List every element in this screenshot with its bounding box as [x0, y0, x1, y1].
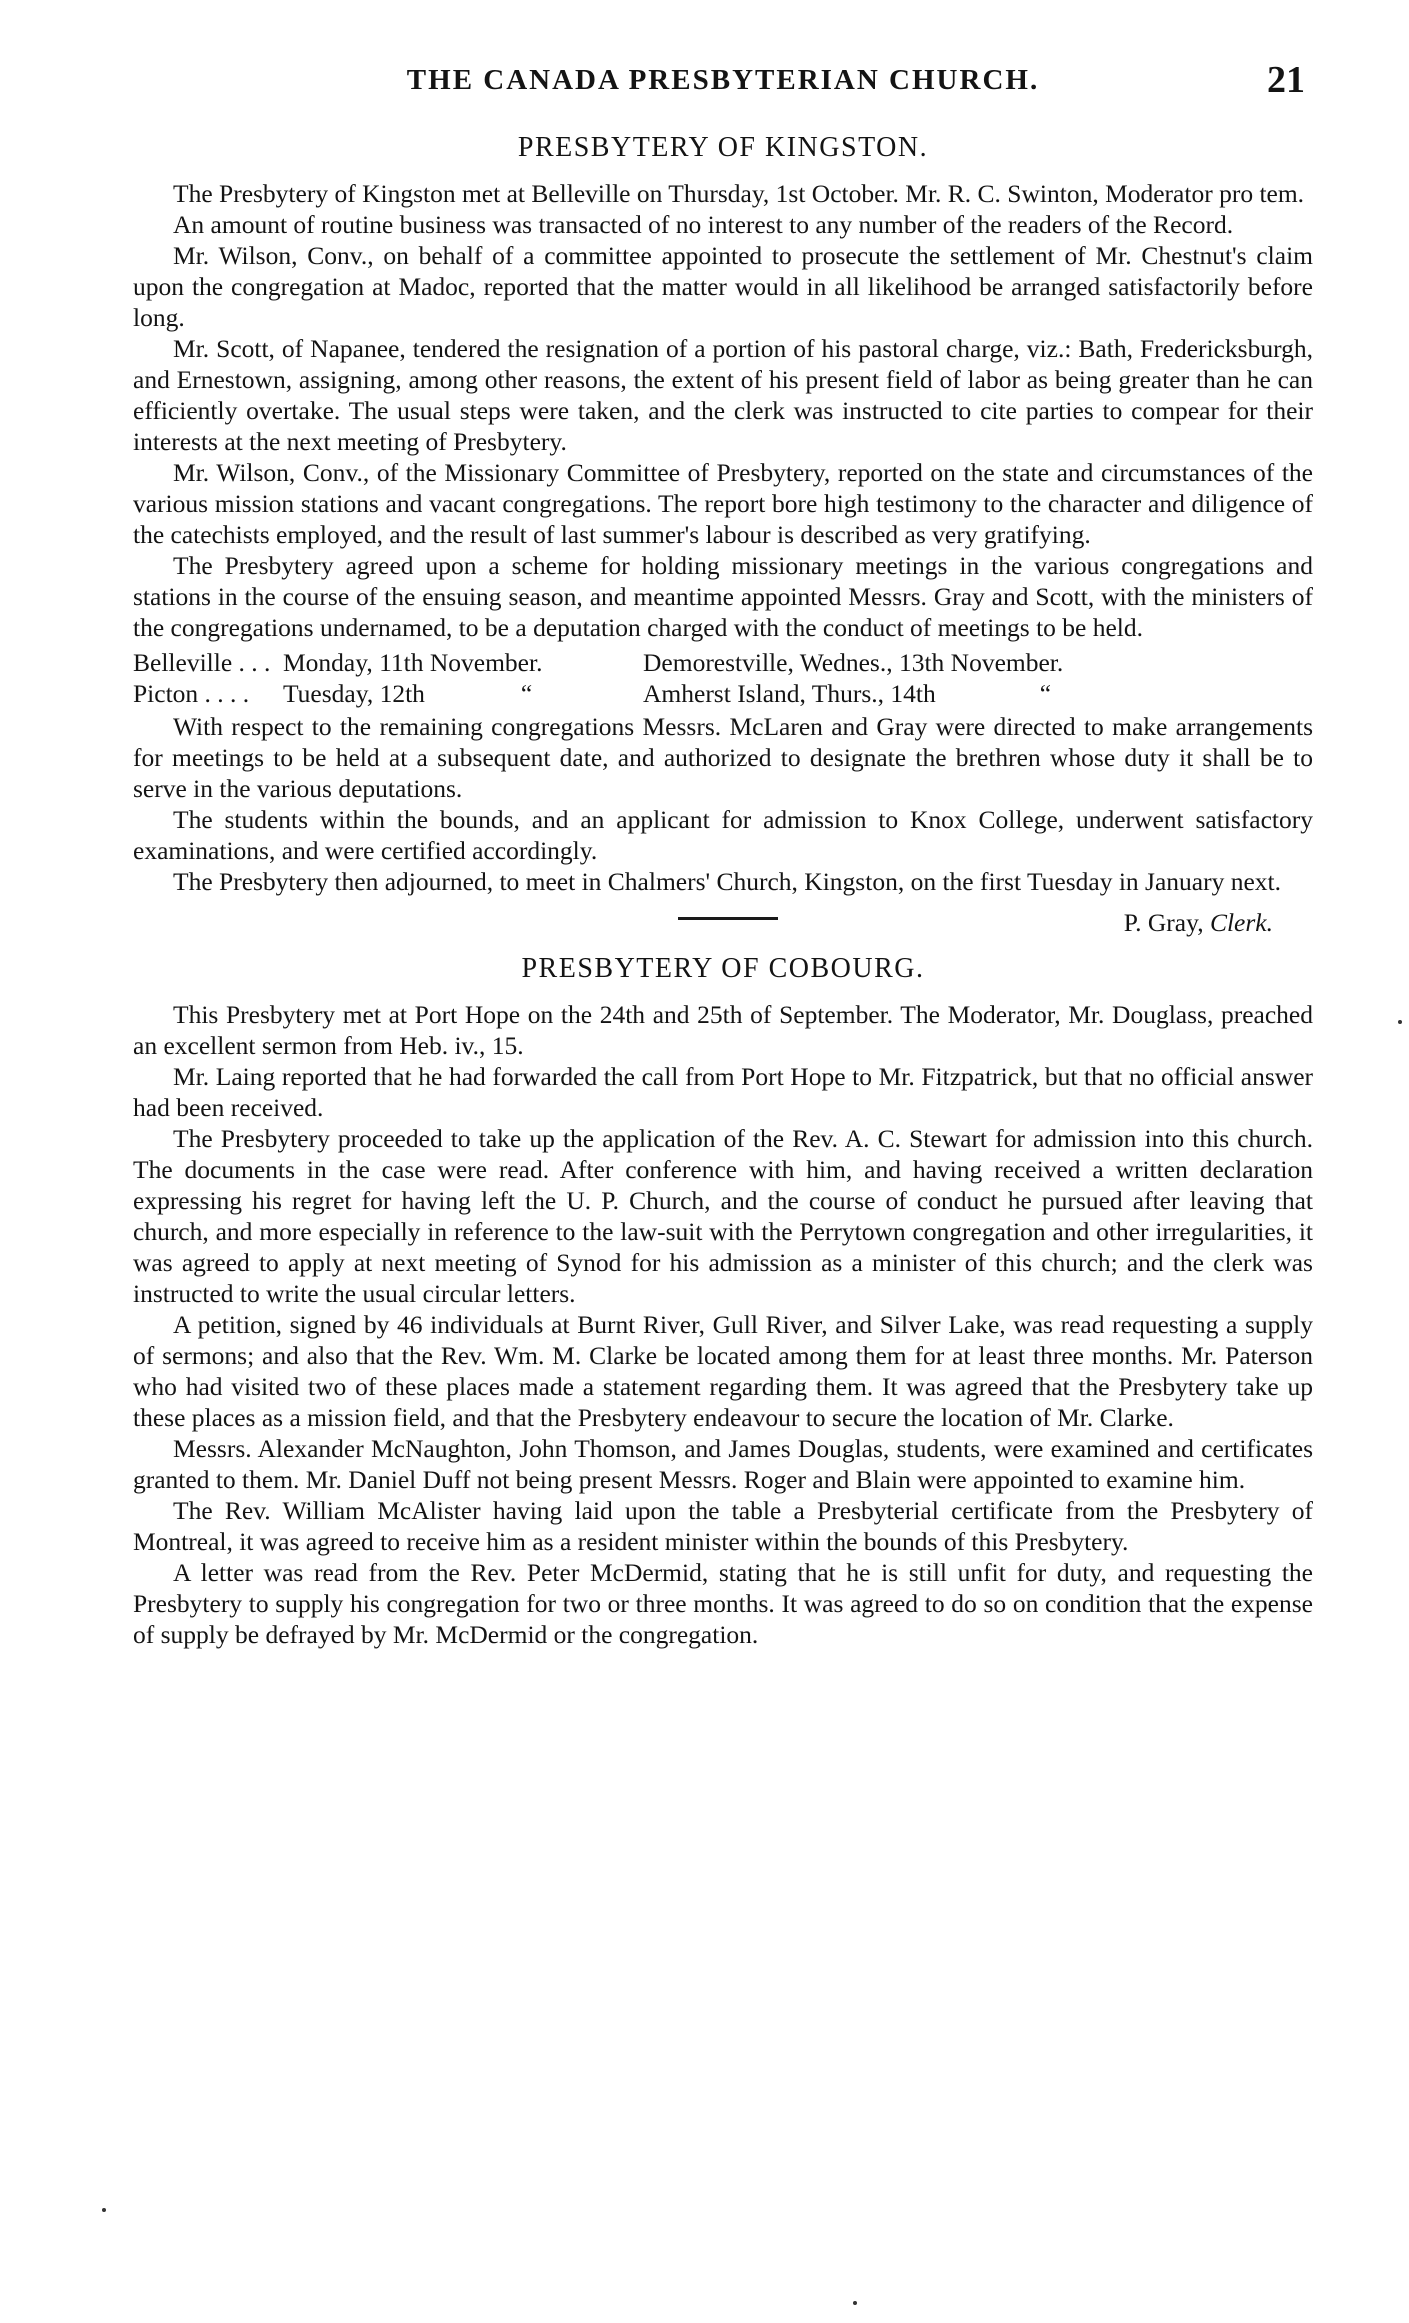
section-heading-cobourg: PRESBYTERY OF COBOURG.: [521, 953, 925, 984]
paragraph: Mr. Wilson, Conv., on behalf of a committee appointed to prosecute the settlement of Mr. Chestnut's claim upon the congregation at Madoc, reported that the matter would in all likelihood be arranged satisfactorily before long.: [133, 241, 1313, 332]
paragraph: This Presbytery met at Port Hope on the 24th and 25th of September. The Moderator, Mr. Douglass, preached an excellent sermon from Heb. iv., 15.: [133, 1000, 1313, 1060]
running-title: THE CANADA PRESBYTERIAN CHURCH.: [406, 64, 1040, 96]
section-divider: [678, 917, 778, 920]
paragraph: Messrs. Alexander McNaughton, John Thomson, and James Douglas, students, were examined and certificates granted to them. Mr. Daniel Duff not being present Messrs. Roger and Blain were appointed to examine him.: [133, 1434, 1313, 1494]
paragraph: An amount of routine business was transacted of no interest to any number of the readers of the Record.: [173, 210, 1234, 239]
schedule-date: Tuesday, 12th: [283, 679, 425, 708]
paragraph: Mr. Scott, of Napanee, tendered the resignation of a portion of his pastoral charge, viz.: Bath, Fredericksburgh, and Ernestown, assigning, among other reasons, the extent of his present field of labor as being greater than he can efficiently overtake. The usual steps were taken, and the clerk was instructed to cite parties to compear for their interests at the next meeting of Presbytery.: [133, 334, 1313, 456]
ditto-mark: “: [1039, 679, 1052, 708]
signature-title: Clerk.: [1209, 908, 1273, 937]
schedule-place-date: Demorestville, Wednes., 13th November.: [643, 648, 1064, 677]
section-heading-kingston: PRESBYTERY OF KINGSTON.: [517, 132, 929, 163]
paragraph: Mr. Wilson, Conv., of the Missionary Committee of Presbytery, reported on the state and circumstances of the various mission stations and vacant congregations. The report bore high testimony to the character and diligence of the catechists employed, and the result of last summer's labour is described as very gratifying.: [133, 458, 1313, 549]
page-number: 21: [1267, 59, 1305, 101]
schedule-place-cell: [643, 678, 1313, 709]
schedule-date: Monday, 11th November.: [283, 648, 543, 677]
print-speck: [1398, 1020, 1402, 1024]
clerk-signature: [1124, 907, 1273, 938]
signature-name: P. Gray,: [1123, 908, 1204, 937]
text-column: [133, 130, 1313, 1650]
meeting-schedule: [133, 647, 1313, 709]
paragraph: The Rev. William McAlister having laid upon the table a Presbyterial certificate from the Presbytery of Montreal, it was agreed to receive him as a resident minister within the bounds of this Presbytery.: [133, 1496, 1313, 1556]
schedule-place: Belleville . . .: [133, 648, 271, 677]
schedule-row: [133, 647, 1313, 678]
paragraph: A petition, signed by 46 individuals at Burnt River, Gull River, and Silver Lake, was read requesting a supply of sermons; and also that the Rev. Wm. M. Clarke be located among them for at least three months. Mr. Paterson who had visited two of these places made a statement regarding them. It was agreed that the Presbytery take up these places as a mission field, and that the Presbytery endeavour to secure the location of Mr. Clarke.: [133, 1310, 1313, 1432]
paragraph: The Presbytery proceeded to take up the application of the Rev. A. C. Stewart for admission into this church. The documents in the case were read. After conference with him, and having received a written declaration expressing his regret for having left the U. P. Church, and the course of conduct he pursued after leaving that church, and more especially in reference to the law-suit with the Perrytown congregation and other irregularities, it was agreed to apply at next meeting of Synod for his admission as a minister of this church; and the clerk was instructed to write the usual circular letters.: [133, 1124, 1313, 1308]
paragraph: With respect to the remaining congregations Messrs. McLaren and Gray were directed to make arrangements for meetings to be held at a subsequent date, and authorized to designate the brethren whose duty it shall be to serve in the various deputations.: [133, 712, 1313, 803]
paragraph: The Presbytery agreed upon a scheme for holding missionary meetings in the various congregations and stations in the course of the ensuing season, and meantime appointed Messrs. Gray and Scott, with the ministers of the congregations undernamed, to be a deputation charged with the conduct of meetings to be held.: [133, 551, 1313, 642]
ditto-mark: “: [520, 679, 533, 708]
paragraph: The Presbytery then adjourned, to meet in Chalmers' Church, Kingston, on the first Tuesday in January next.: [173, 867, 1281, 896]
schedule-date-cell: [283, 678, 643, 709]
running-head: [133, 58, 1313, 108]
schedule-row: [133, 678, 1313, 709]
schedule-place-date: Amherst Island, Thurs., 14th: [643, 679, 936, 708]
schedule-place: Picton . . . .: [133, 679, 250, 708]
paragraph: The students within the bounds, and an applicant for admission to Knox College, underwent satisfactory examinations, and were certified accordingly.: [133, 805, 1313, 865]
print-speck: [853, 2301, 857, 2305]
paragraph: A letter was read from the Rev. Peter McDermid, stating that he is still unfit for duty, and requesting the Presbytery to supply his congregation for two or three months. It was agreed to do so on condition that the expense of supply be defrayed by Mr. McDermid or the congregation.: [133, 1558, 1313, 1649]
paragraph: Mr. Laing reported that he had forwarded the call from Port Hope to Mr. Fitzpatrick, but that no official answer had been received.: [133, 1062, 1313, 1122]
print-speck: [102, 2208, 106, 2212]
signature-line: [133, 905, 1313, 951]
paragraph: The Presbytery of Kingston met at Belleville on Thursday, 1st October. Mr. R. C. Swinton, Moderator pro tem.: [173, 179, 1305, 208]
